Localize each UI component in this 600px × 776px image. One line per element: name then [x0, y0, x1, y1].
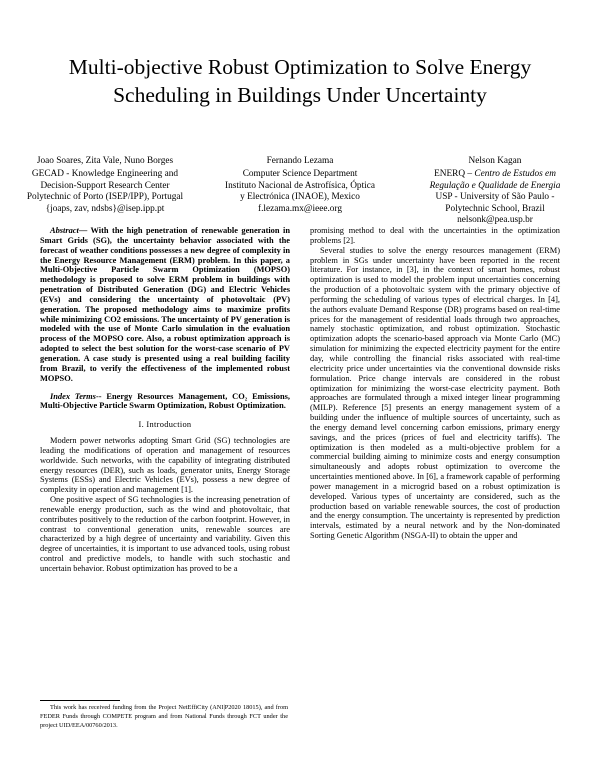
- affiliation-line: y Electrónica (INAOE), Mexico: [240, 192, 360, 203]
- footnote: [40, 704, 288, 730]
- body-paragraph: One positive aspect of SG technologies is the increasing penetration of renewable energy production, such as the wind and photovoltaic, that contributes positively to the reduction of the carbon footprint. However, in contrast to conventional generation units, renewable sources are characterized by a high degree of uncertainty and variability. Given this degree of uncertainties, it is important to use advanced tools, using robust control and predictive models, to handle with such stochastic and uncertain behavior. Robust optimization has proved to be a: [40, 495, 290, 573]
- footnote-text: This work has received funding from the Project NetEffiCity (ANI|P2020 18015), and from FEDER Funds through COMPETE program and from National Funds through FCT under the project UID/EEA/00760/2013.: [40, 704, 288, 729]
- affiliation-line: Instituto Nacional de Astrofísica, Óptica: [224, 180, 375, 191]
- footnote-rule: [40, 700, 120, 701]
- affiliation-line: USP - University of São Paulo -: [435, 192, 555, 203]
- author-names: Nelson Kagan: [468, 156, 522, 166]
- affiliation-line: Polytechnic of Porto (ISEP/IPP), Portugal: [26, 192, 184, 203]
- body-paragraph: Several studies to solve the energy resources management (ERM) problem in SGs under uncertainty have been reported in the recent literature. For instance, in [3], in the context of smart homes, robust optimization is used to model the problem input uncertainties concerning the production of a photovoltaic system with the primary objective of performing the scheduling of various types of electrical charges. In [4], the authors evaluate Demand Response (DR) programs based on real-time prices for the management of residential loads through two approaches, namely stochastic optimization, and robust optimization. Stochastic optimization adopts the scenario-based approach via Monte Carlo (MC) simulation for minimizing the expected electricity payment for the entire day, while controlling the financial risks associated with real-time electricity price under uncertainties via the conventional downside risks formulation. Price change intervals are considered in the robust optimization for minimizing the worst-case electricity payment. Both approaches are formulated through a mixed integer linear programming (MILP). Reference [5] presents an energy management system of a building under the influence of multiple sources of uncertainty, such as the energy demand level concerning carbon emissions, primary energy savings, and the prices (prices of fuel and electricity tariffs). The optimization is then modeled as a multi-objective problem for a commercial building aiming to minimize costs and energy consumption simultaneously and adopts robust optimization to overcome the uncertainties mentioned above. In [6], a framework capable of performing power management in a microgrid based on a robust optimization is developed. Various types of uncertainty are considered, such as the production based on variable renewable sources, the cost of production and the energy consumption. The uncertainty is represented by prediction intervals, estimated by a neural network and by the Non-dominated Sorting Genetic Algorithm (NSGA-II) to obtain the upper and: [310, 245, 560, 541]
- right-column: [310, 226, 560, 541]
- affiliation-line: Polytechnic School, Brazil: [445, 203, 545, 214]
- index-terms: [40, 392, 290, 412]
- author-names: Fernando Lezama: [266, 156, 334, 166]
- title-line-1: Multi-objective Robust Optimization to Solve Energy: [68, 55, 532, 79]
- section-heading: I. Introduction: [138, 420, 192, 430]
- index-terms-label: Index Terms: [50, 391, 96, 401]
- author-block-3: [400, 156, 590, 226]
- author-email: f.lezama.mx@ieee.org: [257, 203, 343, 214]
- paper-title: [20, 53, 580, 109]
- affiliation-line: [400, 169, 590, 180]
- author-block-1: [10, 156, 200, 215]
- body-paragraph: Modern power networks adopting Smart Grid (SG) technologies are leading the modifications of operation and management of resources worldwide. Such networks, with the capability of integrating distributed energy resources (DER), such as loads, generator units, Energy Storage Systems (ESSs) and Electric Vehicles (EVs), possess a new degree of complexity in operation and management [1].: [40, 436, 290, 495]
- affiliation-line: GECAD - Knowledge Engineering and: [31, 169, 179, 180]
- title-line-2: Scheduling in Buildings Under Uncertainty: [113, 83, 487, 107]
- affiliation-text: ENERQ –: [434, 169, 475, 180]
- affiliation-line: Computer Science Department: [242, 169, 358, 180]
- affiliation-line: [400, 181, 590, 192]
- author-names: Joao Soares, Zita Vale, Nuno Borges: [36, 156, 174, 166]
- affiliation-italic: Centro de Estudos em: [474, 169, 556, 180]
- left-column: [40, 226, 290, 574]
- index-terms-text: -- Energy Resources Management, CO₂ Emissions, Multi-Objective Particle Swarm Optimization, Robust Optimization.: [40, 391, 291, 411]
- abstract-label: Abstract: [50, 226, 79, 235]
- affiliation-italic: Regulação e Qualidade de Energia: [429, 180, 561, 191]
- author-block-2: [205, 156, 395, 215]
- abstract-text: — With the high penetration of renewable generation in Smart Grids (SG), the uncertainty behavior associated with the forecast of weather conditions possesses a new degree of complexity in the Energy Resource Management (ERM) problem. In this paper, a Multi-Objective Particle Swarm Optimization (MOPSO) methodology is proposed to solve ERM problem in buildings with penetration of Distributed Generation (DG) and Electric Vehicles (EVs) and considering the uncertainty of photovoltaic (PV) generation. The proposed methodology aims to maximize profits while minimizing CO2 emissions. The uncertainty of PV generation is modeled with the use of Monte Carlo simulation in the evaluation process of the MOPSO core. Also, a robust optimization approach is adopted to select the best solution for the worst-case scenario of PV generation. A case study is presented using a real building facility from Brazil, to verify the effectiveness of the implemented robust MOPSO.: [40, 226, 290, 383]
- author-email: nelsonk@pea.usp.br: [457, 215, 533, 226]
- affiliation-line: Decision-Support Research Center: [40, 180, 170, 191]
- abstract: [40, 226, 290, 384]
- author-email: {joaps, zav, ndsbs}@isep.ipp.pt: [45, 203, 165, 214]
- body-paragraph: promising method to deal with the uncertainties in the optimization problems [2].: [310, 226, 560, 245]
